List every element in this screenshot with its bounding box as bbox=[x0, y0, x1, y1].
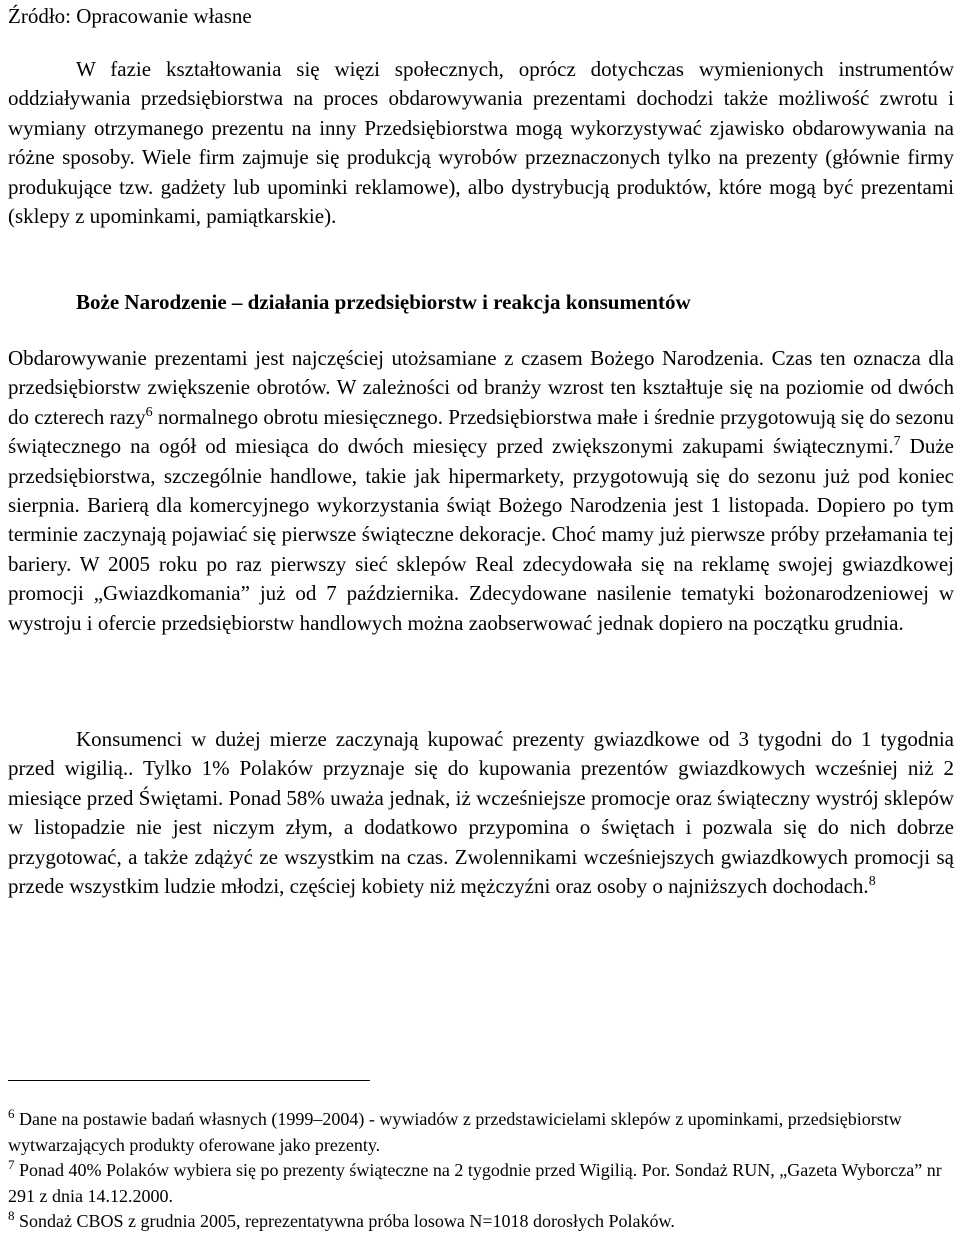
footnote-separator bbox=[8, 1080, 370, 1081]
paragraph-2-part-3: Duże przedsiębiorstwa, szczególnie handlowe, takie jak hipermarkety, przygotowują się do sezonu już pod koniec sierpnia. Barierą dla komercyjnego wykorzystania świąt Bożego Narodzenia jest 1 listopada. Dopiero po tym terminie zaczynają pojawiać się pierwsze świąteczne dekoracje. Choć mamy już pierwsze próby przełamania tej bariery. W 2005 roku po raz pierwszy sieć sklepów Real zdecydowała się na reklamę swojej gwiazdkowej promocji „Gwiazdkomania” już od 7 października. Zdecydowane nasilenie tematyki bożonarodzeniowej w wystroju i ofercie przedsiębiorstw handlowych można zaobserwować jednak dopiero na początku grudnia. bbox=[8, 434, 954, 635]
footnote-number: 7 bbox=[8, 1157, 15, 1172]
footnote-7 bbox=[8, 1158, 954, 1209]
paragraph-3 bbox=[8, 725, 954, 901]
footnote-text: Dane na postawie badań własnych (1999–2004) - wywiadów z przedstawicielami sklepów z upominkami, przedsiębiorstw wytwarzających produkty oferowane jako prezenty. bbox=[8, 1109, 902, 1155]
footnote-ref-6: 6 bbox=[145, 404, 153, 420]
footnote-number: 6 bbox=[8, 1106, 15, 1121]
footnote-8 bbox=[8, 1209, 954, 1235]
paragraph-1-text: W fazie kształtowania się więzi społecznych, oprócz dotychczas wymienionych instrumentów oddziaływania przedsiębiorstwa na proces obdarowywania prezentami dochodzi także możliwość zwrotu i wymiany otrzymanego prezentu na inny Przedsiębiorstwa mogą wykorzystywać zjawisko obdarowywania na różne sposoby. Wiele firm zajmuje się produkcją wyrobów przeznaczonych tylko na prezenty (głównie firmy produkujące tzw. gadżety lub upominki reklamowe), albo dystrybucją produktów, które mogą być prezentami (sklepy z upominkami, pamiątkarskie). bbox=[8, 57, 954, 229]
footnote-ref-7: 7 bbox=[893, 434, 901, 450]
paragraph-2-part-1: Obdarowywanie prezentami jest najczęściej utożsamiane z czasem Bożego Narodzenia. Czas ten oznacza dla przedsiębiorstw zwiększenie obrotów. W zależności od branży wzrost ten kształtuje się na poziomie od dwóch do czterech razy bbox=[8, 346, 954, 429]
footnote-ref-8: 8 bbox=[868, 874, 876, 890]
footnote-number: 8 bbox=[8, 1208, 15, 1223]
paragraph-2 bbox=[8, 344, 954, 638]
footnotes bbox=[8, 1107, 954, 1235]
footnote-text: Sondaż CBOS z grudnia 2005, reprezentatywna próba losowa N=1018 dorosłych Polaków. bbox=[14, 1211, 675, 1231]
footnote-text: Ponad 40% Polaków wybiera się po prezenty świąteczne na 2 tygodnie przed Wigilią. Por. Sondaż RUN, „Gazeta Wyborcza” nr 291 z dnia 14.12.2000. bbox=[8, 1160, 942, 1206]
paragraph-3-text: Konsumenci w dużej mierze zaczynają kupować prezenty gwiazdkowe od 3 tygodni do 1 tygodnia przed wigilią.. Tylko 1% Polaków przyznaje się do kupowania prezentów gwiazdkowych wcześniej niż 2 miesiące przed Świętami. Ponad 58% uważa jednak, iż wcześniejsze promocje oraz świąteczny wystrój sklepów w listopadzie nie jest niczym złym, a dodatkowo przypomina o świętach i pozwala się do nich dobrze przygotować, a także zdążyć ze wszystkim na czas. Zwolennikami wcześniejszych gwiazdkowych promocji są przede wszystkim ludzie młodzi, częściej kobiety niż mężczyźni oraz osoby o najniższych dochodach. bbox=[8, 727, 954, 899]
source-line: Źródło: Opracowanie własne bbox=[8, 4, 252, 28]
paragraph-2-part-2: normalnego obrotu miesięcznego. Przedsiębiorstwa małe i średnie przygotowują się do sezonu świątecznego na ogół od miesiąca do dwóch miesięcy przed zwiększonymi zakupami świątecznymi. bbox=[8, 404, 954, 459]
section-heading: Boże Narodzenie – działania przedsiębiorstw i reakcja konsumentów bbox=[76, 290, 691, 314]
footnote-6 bbox=[8, 1107, 954, 1158]
paragraph-1 bbox=[8, 55, 954, 231]
